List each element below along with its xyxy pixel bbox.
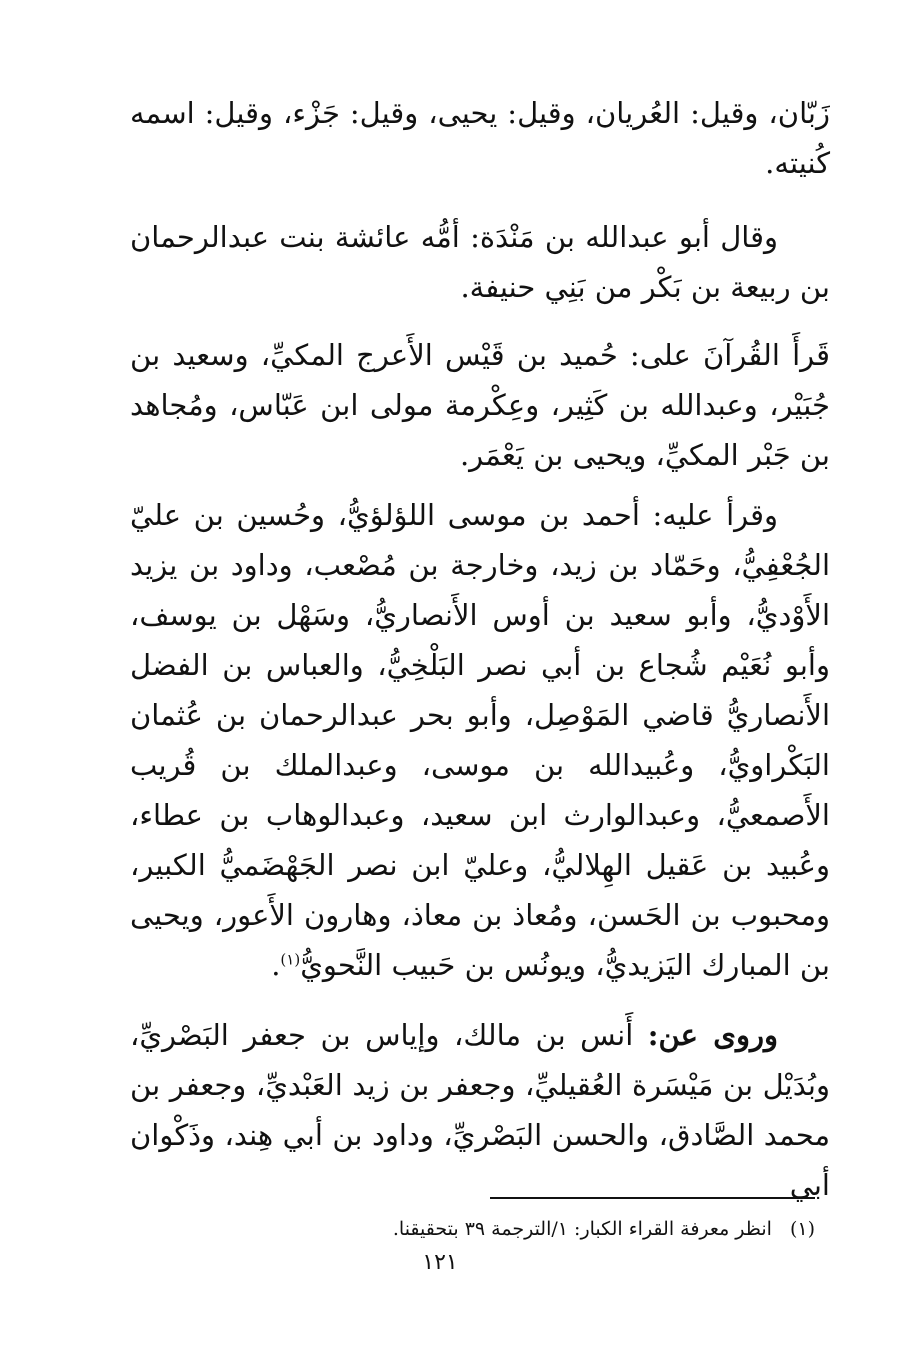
paragraph-text: قَرأَ القُرآنَ على: حُميد بن قَيْس الأَعرج المكيِّ، وسعيد بن جُبَيْر، وعبدالله بن كَثِير، وعِكْرمة مولى ابن عَبّاس، ومُجاهد بن جَبْر المكيِّ، ويحيى بن يَعْمَر. [130, 338, 830, 472]
paragraph-students [130, 490, 830, 990]
paragraph-mother [130, 212, 830, 312]
footnote [300, 1214, 815, 1244]
section-lead: وروى عن: [647, 1018, 778, 1052]
footnote-reference: (١) [280, 950, 301, 969]
paragraph-end: . [271, 948, 281, 982]
footnote-number: (١) [789, 1218, 815, 1240]
footnote-text: انظر معرفة القراء الكبار: ١/الترجمة ٣٩ بتحقيقنا. [392, 1218, 772, 1240]
paragraph-text: وقال أبو عبدالله بن مَنْدَة: أمُّه عائشة بنت عبدالرحمان بن ربيعة بن بَكْر من بَنِي حنيفة. [130, 220, 830, 304]
paragraph-name-variants [130, 88, 830, 188]
footnote-divider [490, 1197, 815, 1199]
paragraph-text: وقرأ عليه: أحمد بن موسى اللؤلؤيُّ، وحُسين بن عليّ الجُعْفِيُّ، وحَمّاد بن زيد، وخارجة بن مُصْعب، وداود بن يزيد الأَوْديُّ، وأبو سعيد بن أوس الأَنصاريُّ، وسَهْل بن يوسف، وأبو نُعَيْم شُجاع بن أبي نصر البَلْخِيُّ، والعباس بن الفضل الأَنصاريُّ قاضي المَوْصِل، وأبو بحر عبدالرحمان بن عُثمان البَكْراويُّ، وعُبيدالله بن موسى، وعبدالملك بن قُريب الأَصمعيُّ، وعبدالوارث ابن سعيد، وعبدالوهاب بن عطاء، وعُبيد بن عَقيل الهِلاليُّ، وعليّ ابن نصر الجَهْضَميُّ الكبير، ومحبوب بن الحَسن، ومُعاذ بن معاذ، وهارون الأَعور، ويحيى بن المبارك اليَزيديُّ، ويونُس بن حَبيب النَّحويُّ [130, 498, 830, 982]
paragraph-narrated-from [130, 1010, 830, 1210]
paragraph-text: زَبّان، وقيل: العُريان، وقيل: يحيى، وقيل: جَزْء، وقيل: اسمه كُنيته. [130, 96, 830, 180]
paragraph-teachers [130, 330, 830, 480]
paragraph-text: أَنس بن مالك، وإياس بن جعفر البَصْريِّ، وبُدَيْل بن مَيْسَرة العُقيليِّ، وجعفر بن زيد العَبْديِّ، وجعفر بن محمد الصَّادق، والحسن البَصْريِّ، وداود بن أبي هِند، وذَكْوان أبي [130, 1018, 830, 1202]
page-number: ١٢١ [422, 1250, 458, 1275]
